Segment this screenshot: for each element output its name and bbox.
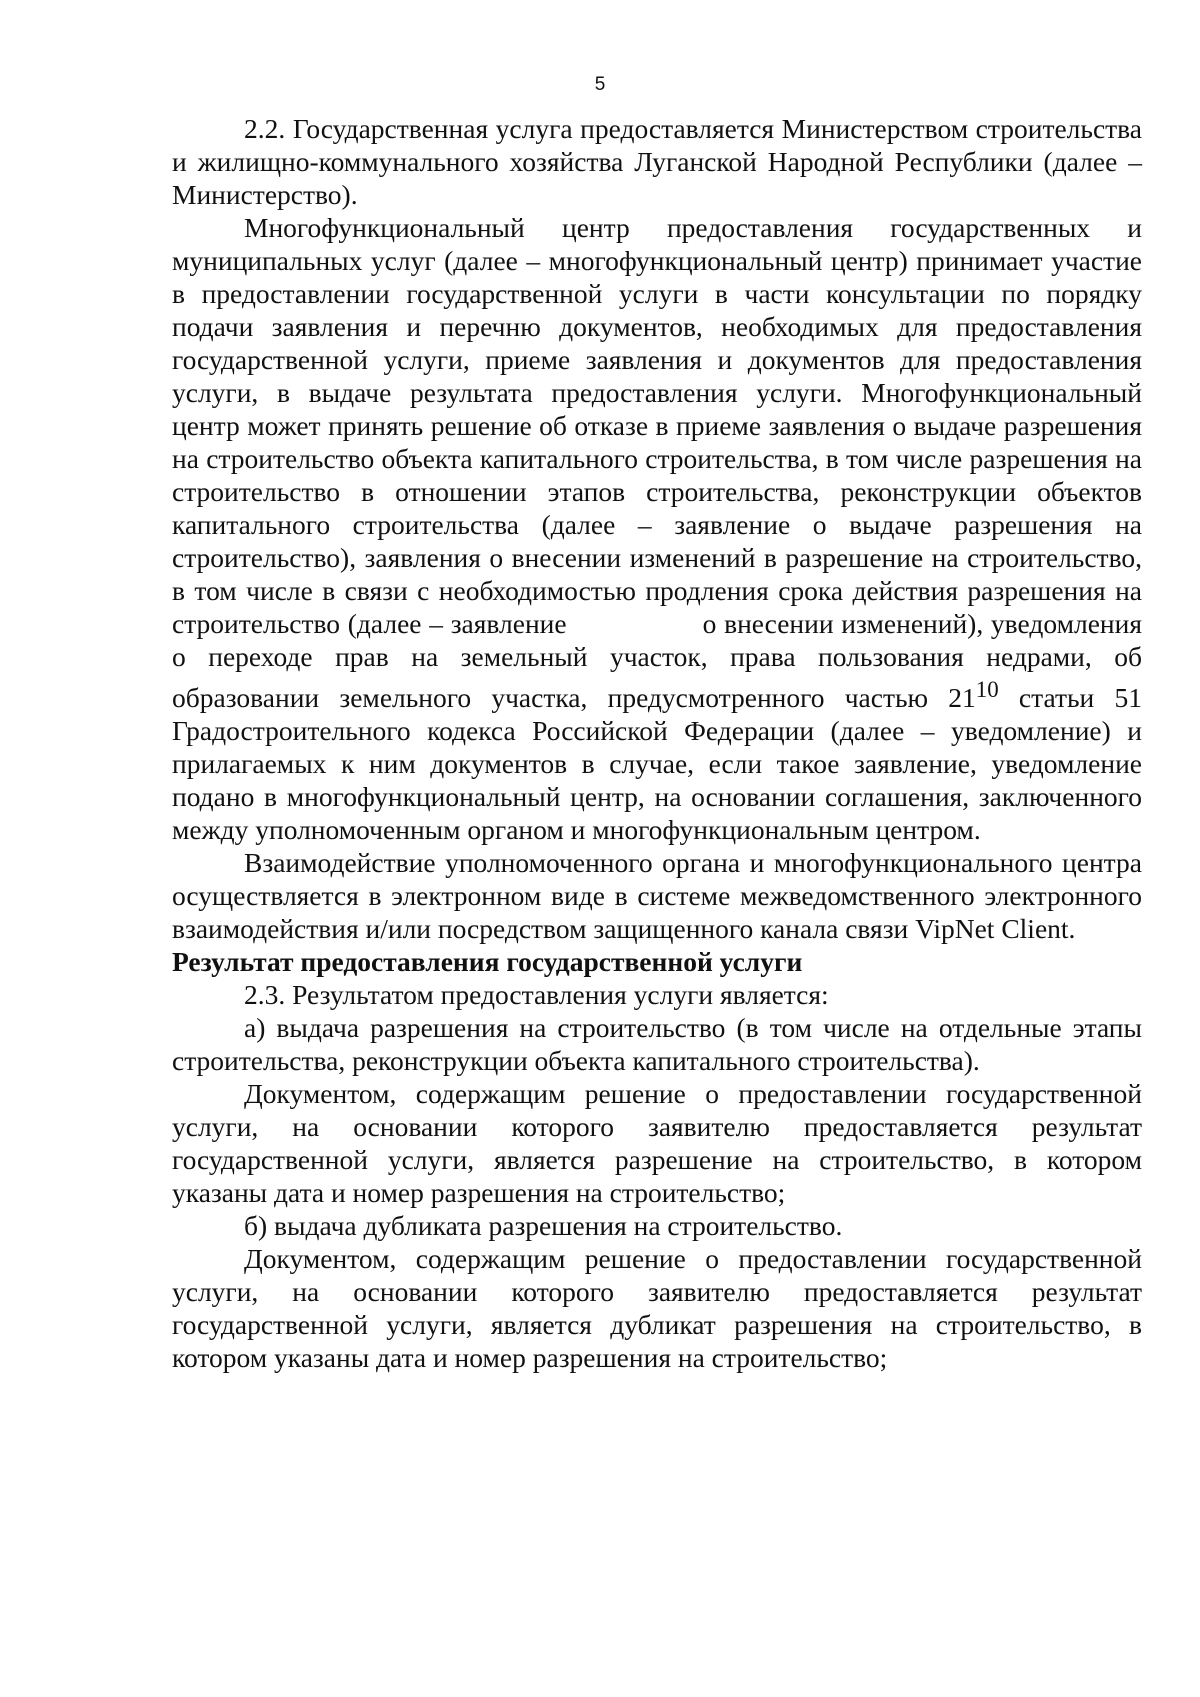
paragraph-mfc xyxy=(172,211,1142,846)
page-number: 5 xyxy=(594,74,606,95)
paragraph-interaction: Взаимодействие уполномоченного органа и многофункционального центра осуществляется в электронном виде в системе межведомственного электронного взаимодействия и/или посредством защищенного канала связи VipNet Client. xyxy=(172,847,1142,945)
paragraph-2-3: 2.3. Результатом предоставления услуги является: xyxy=(244,979,829,1011)
paragraph-item-b: б) выдача дубликата разрешения на строительство. xyxy=(244,1210,843,1242)
document-body xyxy=(172,112,1142,1374)
superscript-10: 10 xyxy=(975,677,999,702)
paragraph-2-2: 2.2. Государственная услуга предоставляется Министерством строительства и жилищно-коммунального хозяйства Луганской Народной Республики (далее – Министерство). xyxy=(172,113,1142,210)
paragraph-mfc-continued: о внесении изменений), уведомления о переходе прав на земельный участок, права пользования недрами, об образовании земельного участка, предусмотренного частью 21 xyxy=(172,608,1142,714)
paragraph-document-b: Документом, содержащим решение о предоставлении государственной услуги, на основании которого заявителю предоставляется результат государственной услуги, является дубликат разрешения на строительство, в котором указаны дата и номер разрешения на строительство; xyxy=(172,1243,1142,1374)
paragraph-document-a: Документом, содержащим решение о предоставлении государственной услуги, на основании которого заявителю предоставляется результат государственной услуги, является разрешение на строительство, в котором указаны дата и номер разрешения на строительство; xyxy=(172,1078,1142,1209)
paragraph-mfc-end: статьи 51 Градостроительного кодекса Российской Федерации (далее – уведомление) и прилагаемых к ним документов в случае, если такое заявление, уведомление подано в многофункциональный центр, на основании соглашения, заключенного между уполномоченным органом и многофункциональным центром. xyxy=(172,682,1142,846)
section-heading: Результат предоставления государственной услуги xyxy=(172,946,803,978)
paragraph-mfc-text: Многофункциональный центр предоставления государственных и муниципальных услуг (далее – многофункциональный центр) принимает участие в предоставлении государственной услуги в части консультации по порядку подачи заявления и перечню документов, необходимых для предоставления государственной услуги, приеме заявления и документов для предоставления услуги, в выдаче результата предоставления услуги. Многофункциональный центр может принять решение об отказе в приеме заявления о выдаче разрешения на строительство объекта капитального строительства, в том числе разрешения на строительство в отношении этапов строительства, реконструкции объектов капитального строительства (далее – заявление о выдаче разрешения на строительство), заявления о внесении изменений в разрешение на строительство, в том числе в связи с необходимостью продления срока действия разрешения на строительство (далее – заявление xyxy=(172,212,1142,639)
paragraph-item-a: а) выдача разрешения на строительство (в том числе на отдельные этапы строительства, реконструкции объекта капитального строительства). xyxy=(172,1012,1142,1077)
